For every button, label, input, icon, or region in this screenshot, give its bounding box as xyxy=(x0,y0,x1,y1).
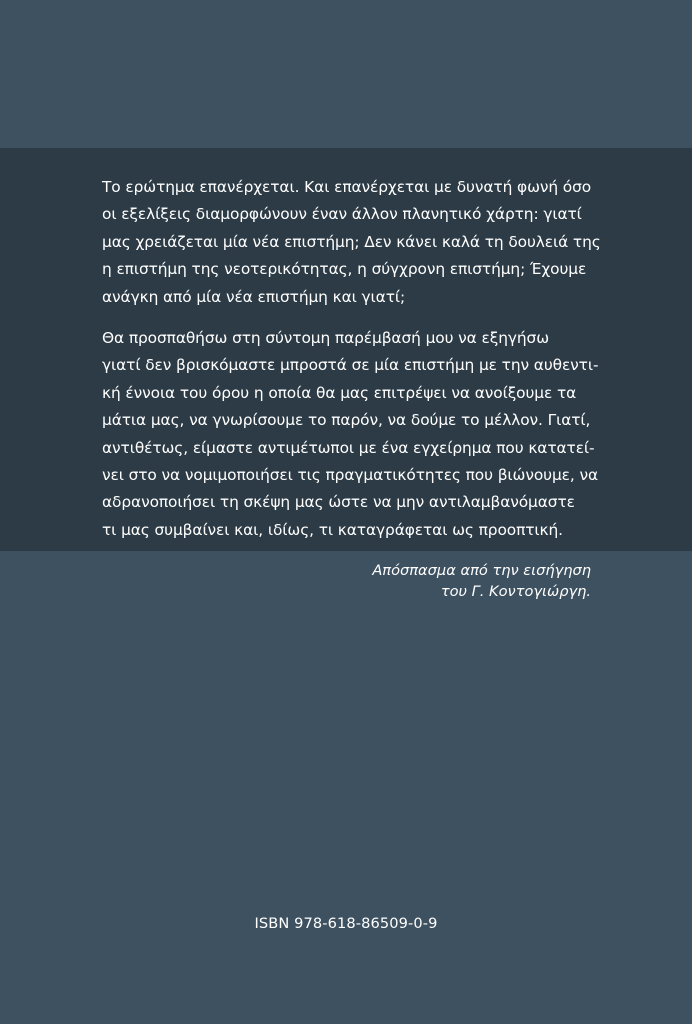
paragraph-line: αντιθέτως, είμαστε αντιμέτωποι με ένα εγχείρημα που κατατεί- xyxy=(102,438,595,457)
citation-line: του Γ. Κοντογιώργη. xyxy=(440,583,591,600)
paragraph-line: κή έννοια του όρου η οποία θα μας επιτρέψει να ανοίξουμε τα xyxy=(102,383,577,402)
paragraph-line: Θα προσπαθήσω στη σύντομη παρέμβασή μου να εξηγήσω xyxy=(102,329,549,347)
isbn-number: ISBN 978-618-86509-0-9 xyxy=(254,915,438,932)
paragraph-line: τι μας συμβαίνει και, ιδίως, τι καταγράφεται ως προοπτική. xyxy=(102,520,563,539)
citation-line: Απόσπασμα από την εισήγηση xyxy=(372,562,591,579)
paragraph-line: Το ερώτημα επανέρχεται. Και επανέρχεται με δυνατή φωνή όσο xyxy=(102,178,592,196)
paragraph-line: η επιστήμη της νεοτερικότητας, η σύγχρονη επιστήμη; Έχουμε xyxy=(102,260,587,279)
paragraph-line: νει στο να νομιμοποιήσει τις πραγματικότητες που βιώνουμε, να xyxy=(102,466,598,485)
citation xyxy=(372,560,591,602)
paragraph-line: μάτια μας, να γνωρίσουμε το παρόν, να δούμε το μέλλον. Γιατί, xyxy=(102,411,591,430)
paragraph-line: μας χρειάζεται μία νέα επιστήμη; Δεν κάνει καλά τη δουλειά της xyxy=(102,232,601,251)
paragraph-2 xyxy=(102,325,622,544)
paragraph-line: οι εξελίξεις διαμορφώνουν έναν άλλον πλανητικό χάρτη: γιατί xyxy=(102,205,582,224)
paragraph-1 xyxy=(102,174,622,311)
paragraph-line: ανάγκη από μία νέα επιστήμη και γιατί; xyxy=(102,287,406,306)
paragraph-line: αδρανοποιήσει τη σκέψη μας ώστε να μην αντιλαμβανόμαστε xyxy=(102,493,575,512)
paragraph-line: γιατί δεν βρισκόμαστε μπροστά σε μία επιστήμη με την αυθεντι- xyxy=(102,356,599,375)
